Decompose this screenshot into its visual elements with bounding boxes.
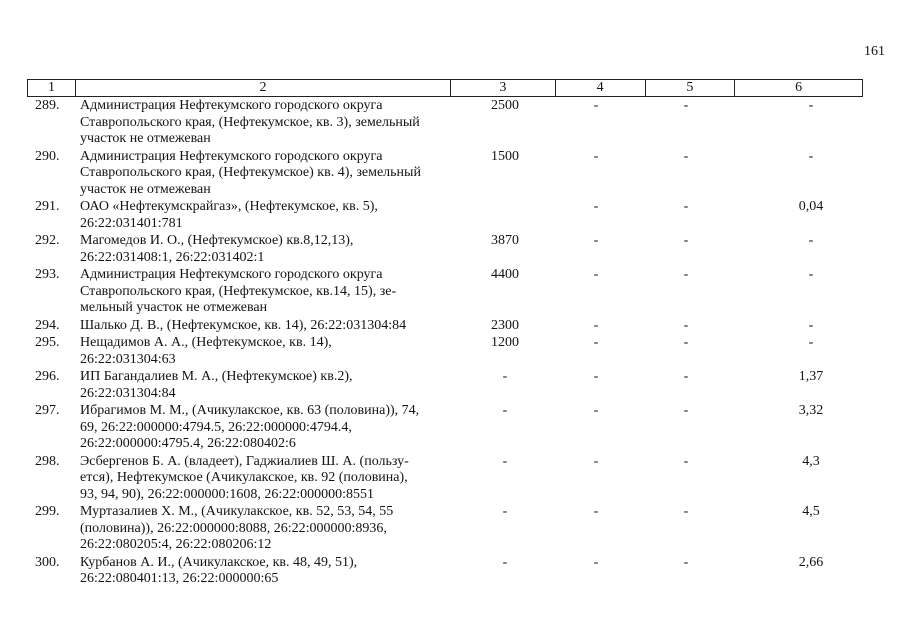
cell-col-5: -	[683, 554, 689, 570]
row-number: 300.	[35, 554, 60, 570]
description-line: Эсбергенов Б. А. (владеет), Гаджиалиев Ш. А. (пользу-	[80, 453, 409, 469]
description-line: 26:22:000000:4795.4, 26:22:080402:6	[80, 436, 296, 451]
cell-col-3: 4400	[491, 267, 519, 282]
cell-col-6: 4,5	[802, 504, 820, 519]
table-header-row	[27, 79, 863, 97]
cell-col-6: 2,66	[798, 554, 824, 570]
cell-col-5: -	[683, 317, 689, 333]
cell-col-5: -	[683, 199, 689, 214]
cell-col-6: 3,32	[798, 403, 824, 418]
cell-col-4: -	[593, 554, 599, 570]
row-description	[80, 267, 455, 318]
table-row	[27, 98, 863, 149]
cell-col-4: -	[593, 403, 599, 418]
column-header-5: 5	[646, 80, 736, 96]
row-description	[80, 335, 455, 369]
table-row	[27, 149, 863, 200]
table-row	[27, 454, 863, 505]
cell-col-5: -	[683, 267, 689, 282]
row-description	[80, 199, 455, 233]
cell-col-4: -	[593, 233, 599, 248]
table-row	[27, 335, 863, 369]
row-number: 293.	[35, 267, 60, 282]
cell-col-3: -	[502, 453, 508, 469]
row-number: 296.	[35, 369, 60, 384]
cell-col-6: -	[808, 317, 814, 333]
cell-col-3: 2300	[491, 317, 519, 333]
table-row	[27, 199, 863, 233]
row-description	[80, 233, 455, 267]
cell-col-4: -	[593, 369, 599, 384]
cell-col-4: -	[593, 98, 599, 113]
cell-col-6: -	[808, 233, 814, 248]
cell-col-6: -	[808, 267, 814, 282]
cell-col-6: 0,04	[798, 199, 824, 214]
description-line: Нещадимов А. А., (Нефтекумское, кв. 14),	[80, 335, 332, 350]
cell-col-3: 3870	[491, 233, 519, 248]
description-line: ОАО «Нефтекумскрайгаз», (Нефтекумское, кв. 5),	[80, 199, 378, 214]
description-line: Магомедов И. О., (Нефтекумское) кв.8,12,13),	[80, 233, 354, 248]
cell-col-4: -	[593, 335, 599, 350]
row-description	[80, 454, 455, 505]
description-line: мельный участок не отмежеван	[80, 300, 268, 315]
cell-col-3: -	[502, 504, 508, 519]
description-line: Администрация Нефтекумского городского округа	[80, 98, 383, 113]
cell-col-5: -	[683, 369, 689, 384]
description-line: ИП Багандалиев М. А., (Нефтекумское) кв.2),	[80, 369, 353, 384]
description-line: 26:22:031408:1, 26:22:031402:1	[80, 249, 265, 265]
cell-col-6: 1,37	[798, 369, 824, 384]
table-row	[27, 267, 863, 318]
row-description	[80, 555, 455, 589]
description-line: Шалько Д. В., (Нефтекумское, кв. 14), 26:22:031304:84	[80, 317, 407, 333]
cell-col-5: -	[683, 453, 689, 469]
cell-col-3: 1500	[491, 148, 519, 164]
table-row	[27, 504, 863, 555]
row-description	[80, 504, 455, 555]
description-line: Администрация Нефтекумского городского округа	[80, 148, 383, 164]
row-number: 295.	[35, 335, 60, 350]
cell-col-5: -	[683, 233, 689, 248]
column-header-2: 2	[76, 80, 451, 96]
description-line: Администрация Нефтекумского городского округа	[80, 267, 383, 282]
column-header-4: 4	[556, 80, 646, 96]
cell-col-6: 4,3	[802, 453, 820, 469]
table-row	[27, 555, 863, 589]
cell-col-5: -	[683, 403, 689, 418]
description-line: 26:22:031304:63	[80, 351, 176, 367]
row-number: 290.	[35, 148, 60, 164]
table-row	[27, 233, 863, 267]
description-line: Курбанов А. И., (Ачикулакское, кв. 48, 49, 51),	[80, 554, 358, 570]
cell-col-4: -	[593, 504, 599, 519]
description-line: участок не отмежеван	[80, 131, 211, 146]
row-description	[80, 318, 455, 336]
cell-col-3: -	[502, 369, 508, 384]
cell-col-6: -	[808, 98, 814, 113]
table-body	[27, 98, 863, 589]
row-description	[80, 98, 455, 149]
cell-col-6: -	[808, 148, 814, 164]
row-description	[80, 403, 455, 454]
row-description	[80, 149, 455, 200]
cell-col-3: 1200	[491, 335, 519, 350]
cell-col-4: -	[593, 317, 599, 333]
cell-col-3: -	[502, 403, 508, 418]
cell-col-3: 2500	[491, 98, 519, 113]
description-line: 26:22:080401:13, 26:22:000000:65	[80, 571, 279, 586]
description-line: Ибрагимов М. М., (Ачикулакское, кв. 63 (половина)), 74,	[80, 403, 420, 418]
column-header-3: 3	[451, 80, 556, 96]
column-header-1: 1	[28, 80, 76, 96]
row-number: 297.	[35, 403, 60, 418]
cell-col-5: -	[683, 98, 689, 113]
cell-col-5: -	[683, 504, 689, 519]
cell-col-4: -	[593, 267, 599, 282]
description-line: 26:22:031304:84	[80, 385, 176, 401]
description-line: Ставропольского края, (Нефтекумское, кв. 3), земельный	[80, 114, 420, 130]
cell-col-4: -	[593, 453, 599, 469]
description-line: 93, 94, 90), 26:22:000000:1608, 26:22:000000:8551	[80, 486, 374, 502]
cell-col-3: -	[502, 554, 508, 570]
row-number: 291.	[35, 199, 60, 214]
description-line: Ставропольского края, (Нефтекумское, кв.14, 15), зе-	[80, 283, 397, 299]
page-number: 161	[864, 44, 885, 59]
description-line: (половина)), 26:22:000000:8088, 26:22:000000:8936,	[80, 520, 387, 536]
description-line: 26:22:080205:4, 26:22:080206:12	[80, 537, 272, 552]
cell-col-4: -	[593, 199, 599, 214]
cell-col-5: -	[683, 335, 689, 350]
table-row	[27, 369, 863, 403]
cell-col-5: -	[683, 148, 689, 164]
description-line: Муртазалиев Х. М., (Ачикулакское, кв. 52, 53, 54, 55	[80, 504, 394, 519]
column-header-6: 6	[795, 80, 803, 95]
description-line: ется), Нефтекумское (Ачикулакское, кв. 92 (половина),	[80, 470, 408, 485]
table-row	[27, 403, 863, 454]
row-number: 292.	[35, 233, 60, 248]
row-number: 298.	[35, 453, 60, 469]
row-number: 294.	[35, 317, 60, 333]
description-line: участок не отмежеван	[80, 181, 211, 197]
cell-col-6: -	[808, 335, 814, 350]
description-line: 69, 26:22:000000:4794.5, 26:22:000000:4794.4,	[80, 419, 352, 435]
description-line: 26:22:031401:781	[80, 215, 183, 231]
row-number: 299.	[35, 504, 60, 519]
row-number: 289.	[35, 98, 60, 113]
table-row	[27, 318, 863, 336]
row-description	[80, 369, 455, 403]
cell-col-4: -	[593, 148, 599, 164]
description-line: Ставропольского края, (Нефтекумское) кв. 4), земельный	[80, 165, 421, 180]
